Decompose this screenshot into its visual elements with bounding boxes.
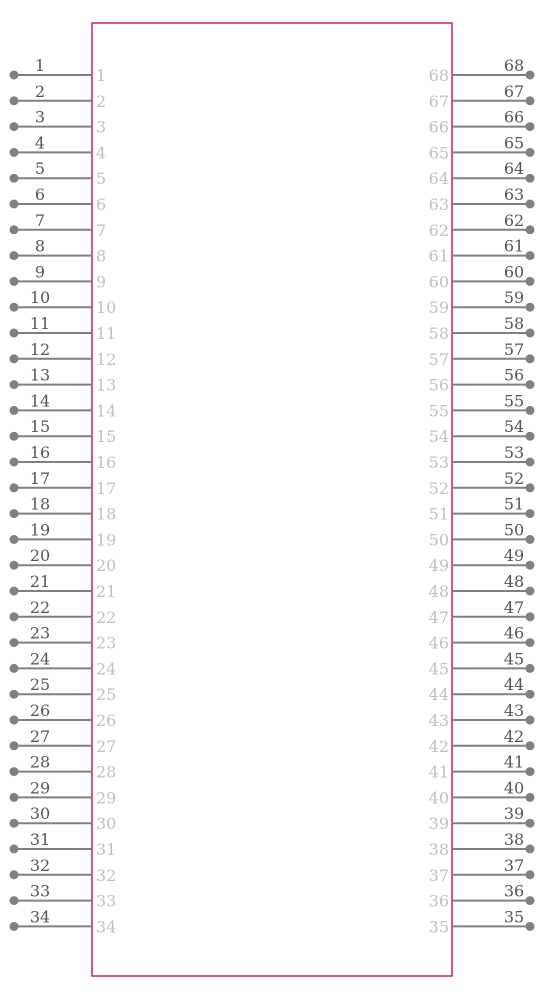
pin-number-label: 58 xyxy=(503,314,525,333)
pin-name-label: 13 xyxy=(96,375,117,395)
pin-number-label: 34 xyxy=(29,907,51,927)
pin-number-label: 24 xyxy=(29,649,51,669)
pin-name-label: 3 xyxy=(96,117,107,137)
pin-endpoint-dot xyxy=(10,638,19,647)
pin-name-label: 56 xyxy=(428,375,449,395)
pin-endpoint-dot xyxy=(526,509,535,518)
pin-endpoint-dot xyxy=(10,561,19,570)
pin-name-label: 62 xyxy=(428,220,449,240)
pin-number-label: 52 xyxy=(503,468,525,488)
pin-number-label: 31 xyxy=(29,830,51,849)
pin-name-label: 24 xyxy=(96,659,117,679)
pin-endpoint-dot xyxy=(526,845,535,854)
pin-name-label: 68 xyxy=(428,66,449,85)
pin-number-label: 37 xyxy=(503,855,525,875)
pin-endpoint-dot xyxy=(526,819,535,828)
pin-endpoint-dot xyxy=(10,432,19,441)
pin-name-label: 12 xyxy=(96,349,117,369)
pin-name-label: 63 xyxy=(428,195,449,214)
pin-endpoint-dot xyxy=(526,587,535,596)
pin-name-label: 23 xyxy=(96,633,117,653)
pin-endpoint-dot xyxy=(10,870,19,879)
pin-19 xyxy=(10,520,117,549)
pin-name-label: 6 xyxy=(96,195,107,214)
pin-number-label: 56 xyxy=(503,365,525,385)
pin-endpoint-dot xyxy=(526,96,535,105)
pin-number-label: 35 xyxy=(503,907,525,927)
pin-47 xyxy=(429,598,535,627)
pin-29 xyxy=(10,778,117,807)
pin-endpoint-dot xyxy=(10,122,19,131)
pin-name-label: 58 xyxy=(428,324,449,343)
pin-number-label: 17 xyxy=(29,468,51,488)
pin-name-label: 61 xyxy=(428,246,449,266)
pin-endpoint-dot xyxy=(526,716,535,725)
pin-38 xyxy=(429,830,535,859)
pin-name-label: 21 xyxy=(96,582,117,601)
pin-number-label: 10 xyxy=(29,288,51,308)
pin-endpoint-dot xyxy=(10,225,19,234)
pin-endpoint-dot xyxy=(526,200,535,209)
pin-endpoint-dot xyxy=(526,612,535,621)
pin-number-label: 45 xyxy=(503,649,525,669)
pin-name-label: 18 xyxy=(96,504,117,524)
pin-name-label: 38 xyxy=(428,840,449,859)
pin-number-label: 4 xyxy=(34,133,46,153)
pin-endpoint-dot xyxy=(526,71,535,80)
pin-endpoint-dot xyxy=(526,767,535,776)
pin-59 xyxy=(429,288,535,317)
pin-endpoint-dot xyxy=(526,122,535,131)
pin-17 xyxy=(10,469,117,498)
left-pin-group xyxy=(10,56,117,936)
pin-number-label: 55 xyxy=(503,391,525,411)
pin-65 xyxy=(429,133,535,162)
pin-name-label: 64 xyxy=(428,169,449,189)
pin-name-label: 22 xyxy=(96,607,117,627)
pin-endpoint-dot xyxy=(10,329,19,338)
pin-55 xyxy=(429,391,535,420)
pin-37 xyxy=(429,856,535,885)
pin-15 xyxy=(10,417,117,446)
pin-44 xyxy=(429,675,535,704)
pin-28 xyxy=(10,753,117,782)
pin-number-label: 2 xyxy=(34,81,46,101)
pin-name-label: 15 xyxy=(96,427,117,447)
pin-36 xyxy=(429,882,535,911)
pin-25 xyxy=(10,675,117,704)
pin-endpoint-dot xyxy=(526,174,535,183)
pin-endpoint-dot xyxy=(526,354,535,363)
pin-52 xyxy=(429,469,535,498)
pin-number-label: 16 xyxy=(29,443,51,462)
pin-endpoint-dot xyxy=(10,380,19,389)
pin-name-label: 14 xyxy=(96,401,117,421)
pin-number-label: 1 xyxy=(34,56,46,75)
pin-number-label: 27 xyxy=(29,726,51,746)
pin-endpoint-dot xyxy=(526,380,535,389)
pin-name-label: 28 xyxy=(96,762,117,782)
pin-endpoint-dot xyxy=(526,432,535,441)
pin-endpoint-dot xyxy=(526,458,535,467)
pin-number-label: 15 xyxy=(29,417,51,437)
pin-endpoint-dot xyxy=(10,200,19,209)
pin-number-label: 8 xyxy=(34,236,46,256)
pin-number-label: 25 xyxy=(29,675,51,695)
pin-name-label: 40 xyxy=(428,788,449,808)
pin-name-label: 60 xyxy=(428,272,449,292)
pin-name-label: 48 xyxy=(428,582,449,601)
pin-number-label: 48 xyxy=(503,572,525,591)
pin-34 xyxy=(10,907,117,936)
pin-endpoint-dot xyxy=(526,870,535,879)
pin-35 xyxy=(429,907,535,936)
pin-name-label: 52 xyxy=(428,478,449,498)
pin-46 xyxy=(429,624,535,653)
pin-58 xyxy=(429,314,535,343)
pin-endpoint-dot xyxy=(526,277,535,286)
pin-68 xyxy=(429,56,535,85)
pin-name-label: 36 xyxy=(428,891,449,911)
pin-endpoint-dot xyxy=(526,741,535,750)
pin-number-label: 66 xyxy=(503,107,525,127)
pin-endpoint-dot xyxy=(10,148,19,157)
pin-name-label: 45 xyxy=(428,659,449,679)
pin-name-label: 34 xyxy=(96,917,117,937)
pin-number-label: 64 xyxy=(503,159,525,179)
pin-endpoint-dot xyxy=(10,458,19,467)
pin-number-label: 3 xyxy=(34,107,46,127)
pin-30 xyxy=(10,804,117,833)
pin-number-label: 28 xyxy=(29,752,51,772)
pin-11 xyxy=(10,314,117,343)
pin-name-label: 8 xyxy=(96,246,107,266)
pin-20 xyxy=(10,546,117,575)
pin-number-label: 19 xyxy=(29,520,51,540)
pin-48 xyxy=(429,572,535,601)
pin-13 xyxy=(10,366,117,395)
pin-number-label: 23 xyxy=(29,623,51,643)
pin-14 xyxy=(10,391,117,420)
pin-endpoint-dot xyxy=(10,922,19,931)
pin-name-label: 7 xyxy=(96,220,107,240)
pin-number-label: 7 xyxy=(34,210,46,230)
pin-54 xyxy=(429,417,535,446)
pin-number-label: 22 xyxy=(29,597,51,617)
pin-18 xyxy=(10,495,117,524)
pin-number-label: 26 xyxy=(29,701,51,720)
pin-67 xyxy=(429,82,535,111)
pin-number-label: 29 xyxy=(29,778,51,798)
pin-name-label: 54 xyxy=(428,427,449,447)
pin-number-label: 50 xyxy=(503,520,525,540)
pin-63 xyxy=(429,185,535,214)
pin-endpoint-dot xyxy=(526,561,535,570)
pin-number-label: 5 xyxy=(34,159,46,179)
pin-name-label: 43 xyxy=(428,711,449,730)
pin-32 xyxy=(10,856,117,885)
pin-endpoint-dot xyxy=(10,354,19,363)
pin-endpoint-dot xyxy=(10,535,19,544)
pin-51 xyxy=(429,495,535,524)
pin-number-label: 13 xyxy=(29,365,51,385)
pin-name-label: 4 xyxy=(96,143,107,163)
pin-number-label: 44 xyxy=(503,675,525,695)
pin-39 xyxy=(429,804,535,833)
pin-number-label: 49 xyxy=(503,546,525,566)
pin-27 xyxy=(10,727,117,756)
pin-endpoint-dot xyxy=(526,251,535,260)
pin-endpoint-dot xyxy=(10,251,19,260)
pin-name-label: 44 xyxy=(428,685,449,705)
pin-24 xyxy=(10,649,117,678)
pin-endpoint-dot xyxy=(10,612,19,621)
ic-body-outline xyxy=(92,23,452,976)
pin-endpoint-dot xyxy=(526,793,535,802)
pin-number-label: 60 xyxy=(503,262,525,282)
pin-name-label: 10 xyxy=(96,298,117,318)
pin-number-label: 42 xyxy=(503,726,525,746)
pin-number-label: 21 xyxy=(29,572,51,591)
pin-name-label: 17 xyxy=(96,478,117,498)
pin-name-label: 67 xyxy=(428,91,449,111)
pin-number-label: 30 xyxy=(29,804,51,824)
pin-name-label: 32 xyxy=(96,865,117,885)
pin-number-label: 54 xyxy=(503,417,525,437)
pin-name-label: 27 xyxy=(96,736,117,756)
pin-number-label: 6 xyxy=(34,185,46,204)
pin-name-label: 19 xyxy=(96,530,117,550)
pin-43 xyxy=(429,701,535,730)
pin-name-label: 65 xyxy=(428,143,449,163)
pin-name-label: 1 xyxy=(96,66,107,85)
pin-endpoint-dot xyxy=(526,690,535,699)
pin-endpoint-dot xyxy=(10,793,19,802)
pin-endpoint-dot xyxy=(10,71,19,80)
pin-12 xyxy=(10,340,117,369)
pin-name-label: 30 xyxy=(96,814,117,834)
pin-number-label: 68 xyxy=(503,56,525,75)
pin-name-label: 46 xyxy=(428,633,449,653)
pin-49 xyxy=(429,546,535,575)
pin-endpoint-dot xyxy=(10,819,19,828)
pin-endpoint-dot xyxy=(526,225,535,234)
pin-number-label: 57 xyxy=(503,339,525,359)
pin-64 xyxy=(429,159,535,188)
pin-number-label: 18 xyxy=(29,494,51,514)
pin-number-label: 65 xyxy=(503,133,525,153)
pin-endpoint-dot xyxy=(10,277,19,286)
pin-name-label: 2 xyxy=(96,91,107,111)
pin-57 xyxy=(429,340,535,369)
pin-name-label: 31 xyxy=(96,840,117,859)
pin-name-label: 16 xyxy=(96,453,117,472)
pin-endpoint-dot xyxy=(526,535,535,544)
pin-number-label: 53 xyxy=(503,443,525,462)
pin-name-label: 25 xyxy=(96,685,117,705)
pin-name-label: 55 xyxy=(428,401,449,421)
pin-name-label: 29 xyxy=(96,788,117,808)
pin-name-label: 53 xyxy=(428,453,449,472)
pin-endpoint-dot xyxy=(10,483,19,492)
pin-33 xyxy=(10,882,117,911)
pin-number-label: 20 xyxy=(29,546,51,566)
pin-66 xyxy=(429,108,535,137)
pin-endpoint-dot xyxy=(10,406,19,415)
pin-name-label: 66 xyxy=(428,117,449,137)
pin-45 xyxy=(429,649,535,678)
pin-endpoint-dot xyxy=(10,303,19,312)
pin-number-label: 51 xyxy=(503,494,525,514)
pin-endpoint-dot xyxy=(526,406,535,415)
pin-62 xyxy=(429,211,535,240)
pin-endpoint-dot xyxy=(526,664,535,673)
pin-endpoint-dot xyxy=(526,638,535,647)
pin-40 xyxy=(429,778,535,807)
pin-endpoint-dot xyxy=(10,96,19,105)
pin-number-label: 38 xyxy=(503,830,525,849)
pin-name-label: 33 xyxy=(96,891,117,911)
pin-23 xyxy=(10,624,117,653)
pin-number-label: 43 xyxy=(503,701,525,720)
pin-endpoint-dot xyxy=(10,741,19,750)
pin-56 xyxy=(429,366,535,395)
pin-name-label: 59 xyxy=(428,298,449,318)
pin-name-label: 51 xyxy=(428,504,449,524)
pin-number-label: 40 xyxy=(503,778,525,798)
pin-endpoint-dot xyxy=(10,716,19,725)
pin-name-label: 9 xyxy=(96,272,107,292)
pin-number-label: 32 xyxy=(29,855,51,875)
pin-name-label: 20 xyxy=(96,556,117,576)
pin-name-label: 41 xyxy=(428,762,449,782)
pin-number-label: 9 xyxy=(34,262,46,282)
pin-number-label: 33 xyxy=(29,881,51,901)
pin-number-label: 62 xyxy=(503,210,525,230)
pin-endpoint-dot xyxy=(526,329,535,338)
pin-number-label: 59 xyxy=(503,288,525,308)
pin-name-label: 35 xyxy=(428,917,449,937)
pin-41 xyxy=(429,753,535,782)
pin-number-label: 47 xyxy=(503,597,525,617)
pin-number-label: 46 xyxy=(503,623,525,643)
pin-31 xyxy=(10,830,117,859)
pin-name-label: 49 xyxy=(428,556,449,576)
pin-endpoint-dot xyxy=(10,896,19,905)
pin-number-label: 11 xyxy=(29,314,51,333)
pin-number-label: 12 xyxy=(29,339,51,359)
pin-name-label: 26 xyxy=(96,711,117,730)
pin-endpoint-dot xyxy=(526,896,535,905)
pin-name-label: 37 xyxy=(428,865,449,885)
pin-endpoint-dot xyxy=(10,767,19,776)
pin-number-label: 14 xyxy=(29,391,51,411)
pin-name-label: 47 xyxy=(428,607,449,627)
pin-endpoint-dot xyxy=(526,483,535,492)
pin-number-label: 39 xyxy=(503,804,525,824)
pin-53 xyxy=(429,443,535,472)
pin-number-label: 61 xyxy=(503,236,525,256)
right-pin-group xyxy=(429,56,535,936)
pin-name-label: 11 xyxy=(96,324,117,343)
pin-endpoint-dot xyxy=(526,148,535,157)
pin-name-label: 57 xyxy=(428,349,449,369)
pin-endpoint-dot xyxy=(526,303,535,312)
pin-number-label: 63 xyxy=(503,185,525,204)
pin-number-label: 41 xyxy=(503,752,525,772)
pin-22 xyxy=(10,598,117,627)
pin-endpoint-dot xyxy=(10,174,19,183)
pin-endpoint-dot xyxy=(10,587,19,596)
pin-endpoint-dot xyxy=(526,922,535,931)
pin-number-label: 36 xyxy=(503,881,525,901)
pin-60 xyxy=(429,262,535,291)
pin-26 xyxy=(10,701,117,730)
pin-10 xyxy=(10,288,117,317)
pin-21 xyxy=(10,572,117,601)
pin-name-label: 42 xyxy=(428,736,449,756)
pin-name-label: 5 xyxy=(96,169,107,189)
pin-endpoint-dot xyxy=(10,509,19,518)
pin-16 xyxy=(10,443,117,472)
pin-number-label: 67 xyxy=(503,81,525,101)
pin-50 xyxy=(429,520,535,549)
pin-endpoint-dot xyxy=(10,690,19,699)
pin-name-label: 39 xyxy=(428,814,449,834)
pin-endpoint-dot xyxy=(10,664,19,673)
pin-42 xyxy=(429,727,535,756)
pin-endpoint-dot xyxy=(10,845,19,854)
pin-name-label: 50 xyxy=(428,530,449,550)
pin-61 xyxy=(429,237,535,266)
